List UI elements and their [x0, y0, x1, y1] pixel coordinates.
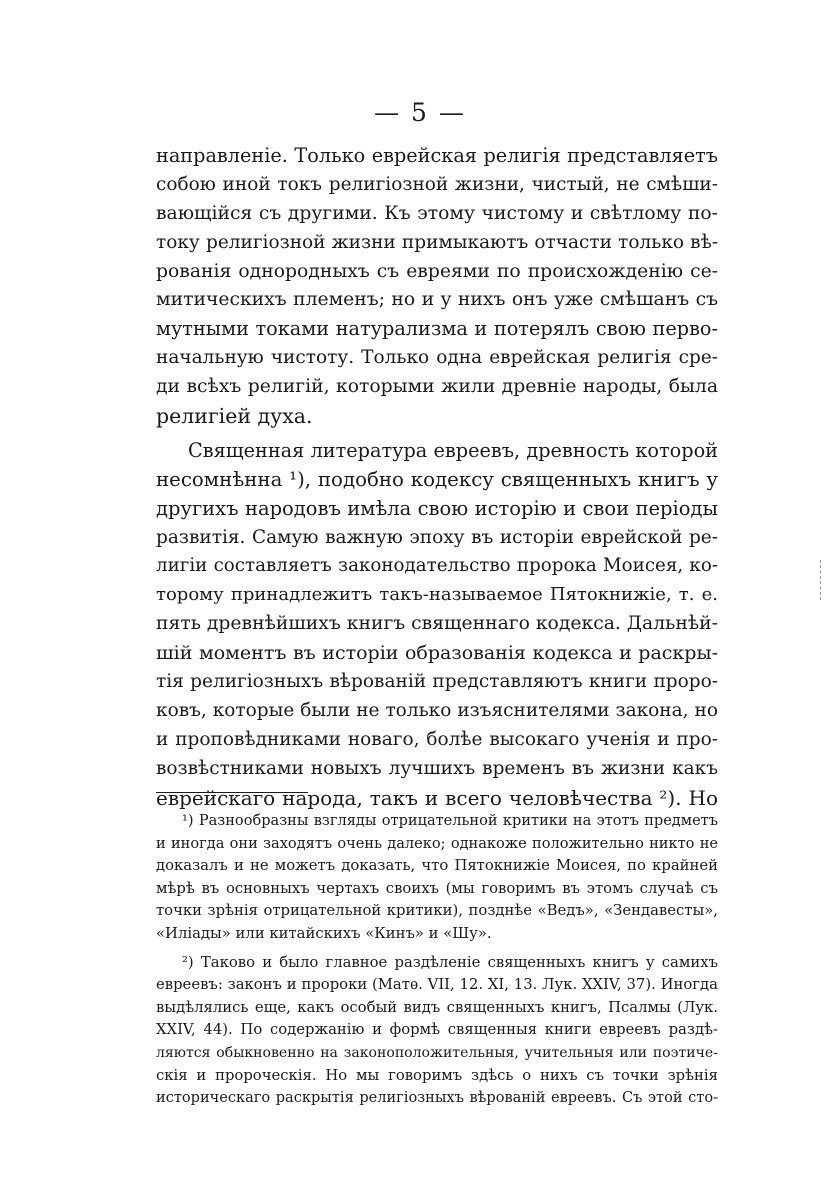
footnote-line: выдѣлялись еще, какъ особый видъ священныхъ книгъ, Псалмы (Лук.	[156, 998, 718, 1016]
text-line: начальную чистоту. Только одна еврейская религія сре-	[156, 347, 718, 369]
footnote-line: ²) Таково и было главное раздѣленіе священныхъ книгъ у самихъ	[182, 953, 718, 971]
text-line: другихъ народовъ имѣла свою исторію и свои періоды	[156, 496, 718, 520]
text-line: лигіи составляетъ законодательство пророка Моисея, ко-	[156, 555, 718, 577]
text-line: несомнѣнна ¹), подобно кодексу священныхъ книгъ у	[156, 467, 718, 491]
text-line: собою иной токъ религіозной жизни, чистый, не смѣши-	[156, 173, 718, 195]
footnote-line: историческаго раскрытія религіозныхъ вѣрованій евреевъ. Съ этой сто-	[156, 1089, 718, 1107]
page-number: — 5 —	[374, 98, 466, 127]
text-line: тія религіозныхъ вѣрованій представляютъ книги проро-	[156, 671, 718, 693]
text-line: возвѣстниками новыхъ лучшихъ временъ въ жизни какъ	[156, 757, 718, 779]
footnote-line: XXIV, 44). По содержанію и формѣ священныя книги евреевъ раздѣ-	[156, 1021, 718, 1039]
footnote-line: доказалъ и не можетъ доказать, что Пятокнижіе Моисея, по крайней	[156, 857, 718, 875]
main-text	[156, 142, 718, 812]
footnote-line: мѣрѣ въ основныхъ чертахъ своихъ (мы говоримъ въ этомъ случаѣ съ	[156, 879, 718, 897]
text-line: шій моментъ въ исторіи образованія кодекса и раскры-	[156, 642, 718, 665]
text-line: развитія. Самую важную эпоху въ исторіи еврейской ре-	[156, 526, 718, 548]
text-line: еврейскаго народа, такъ и всего человѣчества ²). Но	[156, 785, 718, 810]
footnote-line: ляются обыкновенно на законоположительныя, учительныя или поэтиче-	[156, 1044, 718, 1061]
text-line: рованія однородныхъ съ евреями по происхожденію се-	[156, 260, 718, 282]
text-line: вающійся съ другими. Къ этому чистому и свѣтлому по-	[156, 202, 718, 224]
text-line: Священная литература евреевъ, древность которой	[188, 438, 718, 462]
text-line: ковъ, которые были не только изъяснителями закона, но	[156, 699, 718, 721]
text-line: пять древнѣйшихъ книгъ священнаго кодекса. Дальнѣй-	[156, 613, 718, 635]
text-line: мутными токами натурализма и потерялъ свою перво-	[156, 317, 718, 341]
text-line: ди всѣхъ религій, которыми жили древніе народы, была	[156, 376, 718, 398]
scan-margin-mark	[820, 560, 822, 600]
text-line: направленіе. Только еврейская религія представляетъ	[156, 144, 718, 167]
text-line: митическихъ племенъ; но и у нихъ онъ уже смѣшанъ съ	[156, 289, 718, 311]
footnote-line: ¹) Разнообразны взгляды отрицательной критики на этотъ предметъ	[182, 812, 718, 829]
text-line: и проповѣдниками новаго, болѣе высокаго ученія и про-	[156, 728, 718, 750]
text-line: торому принадлежитъ такъ-называемое Пятокнижіе, т. е.	[156, 584, 718, 606]
footnote-line: «Иліады» или китайскихъ «Кинъ» и «Шу».	[156, 924, 492, 942]
footnote-line: и иногда они заходятъ очень далеко; однакоже положительно никто не	[156, 834, 718, 852]
text-line: религіей духа.	[156, 404, 313, 429]
footnotes	[156, 810, 718, 1110]
text-line: току религіозной жизни примыкаютъ отчасти только вѣ-	[156, 231, 718, 253]
footnote-line: точки зрѣнія отрицательной критики), позднѣе «Ведъ», «Зендавесты»,	[156, 902, 718, 920]
footnote-line: евреевъ: законъ и пророки (Матѳ. VII, 12. XI, 13. Лук. XXIV, 37). Иногда	[156, 976, 718, 994]
footnote-divider	[156, 792, 308, 793]
footnote-line: скія и пророческія. Но мы говоримъ здѣсь о нихъ съ точки зрѣнія	[156, 1066, 718, 1084]
